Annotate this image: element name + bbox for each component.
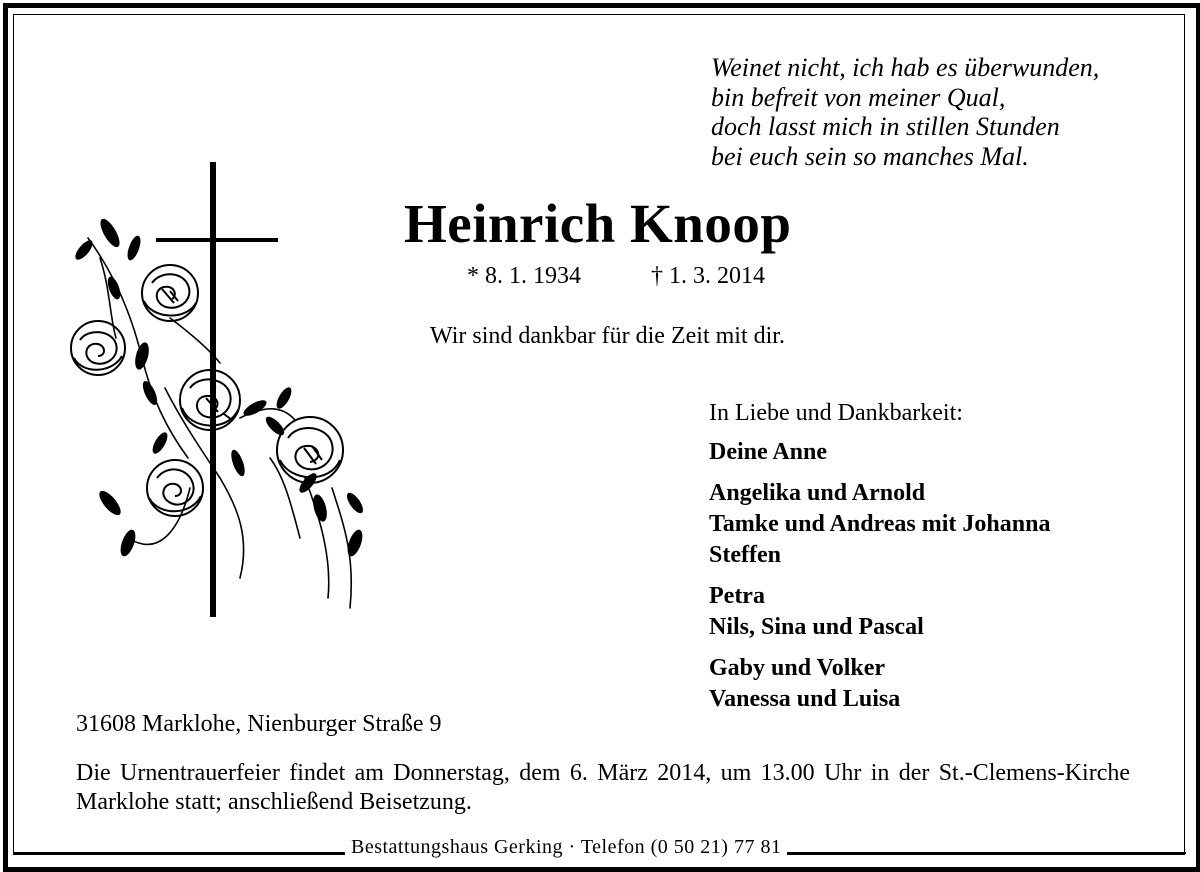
mourners-block	[709, 398, 1169, 725]
cross-with-roses-icon	[70, 158, 375, 623]
mourner-line: Tamke und Andreas mit Johanna	[709, 511, 1051, 537]
mourner-line: Angelika und Arnold	[709, 480, 926, 506]
thanks-line: Wir sind dankbar für die Zeit mit dir.	[430, 323, 785, 349]
life-dates	[467, 263, 765, 290]
poem-line: doch lasst mich in stillen Stunden	[711, 112, 1060, 141]
address: 31608 Marklohe, Nienburger Straße 9	[76, 711, 442, 737]
mourner-group	[709, 581, 1169, 643]
mourner-group	[709, 437, 1169, 468]
funeral-home-footer: Bestattungshaus Gerking · Telefon (0 50 21) 77 81	[345, 836, 787, 859]
mourner-line: Nils, Sina und Pascal	[709, 614, 924, 640]
death-date: † 1. 3. 2014	[651, 263, 765, 289]
mourner-group	[709, 653, 1169, 715]
mourner-line: Gaby und Volker	[709, 655, 886, 681]
mourner-line: Vanessa und Luisa	[709, 686, 901, 712]
poem	[711, 53, 1171, 171]
mourner-line: Petra	[709, 583, 765, 609]
poem-line: bei euch sein so manches Mal.	[711, 141, 1029, 171]
birth-date: * 8. 1. 1934	[467, 263, 581, 289]
poem-line: Weinet nicht, ich hab es überwunden,	[711, 53, 1100, 82]
mourner-line: Steffen	[709, 542, 781, 568]
mourner-group	[709, 478, 1169, 571]
deceased-name: Heinrich Knoop	[404, 193, 792, 254]
mourners-intro: In Liebe und Dankbarkeit:	[709, 400, 963, 426]
ceremony-notice: Die Urnentrauerfeier findet am Donnerstag, dem 6. März 2014, um 13.00 Uhr in der St.-Clemens-Kirche Marklohe statt; anschließend Beisetzung.	[76, 760, 1130, 815]
poem-line: bin befreit von meiner Qual,	[711, 82, 1006, 112]
mourner-line: Deine Anne	[709, 439, 828, 465]
